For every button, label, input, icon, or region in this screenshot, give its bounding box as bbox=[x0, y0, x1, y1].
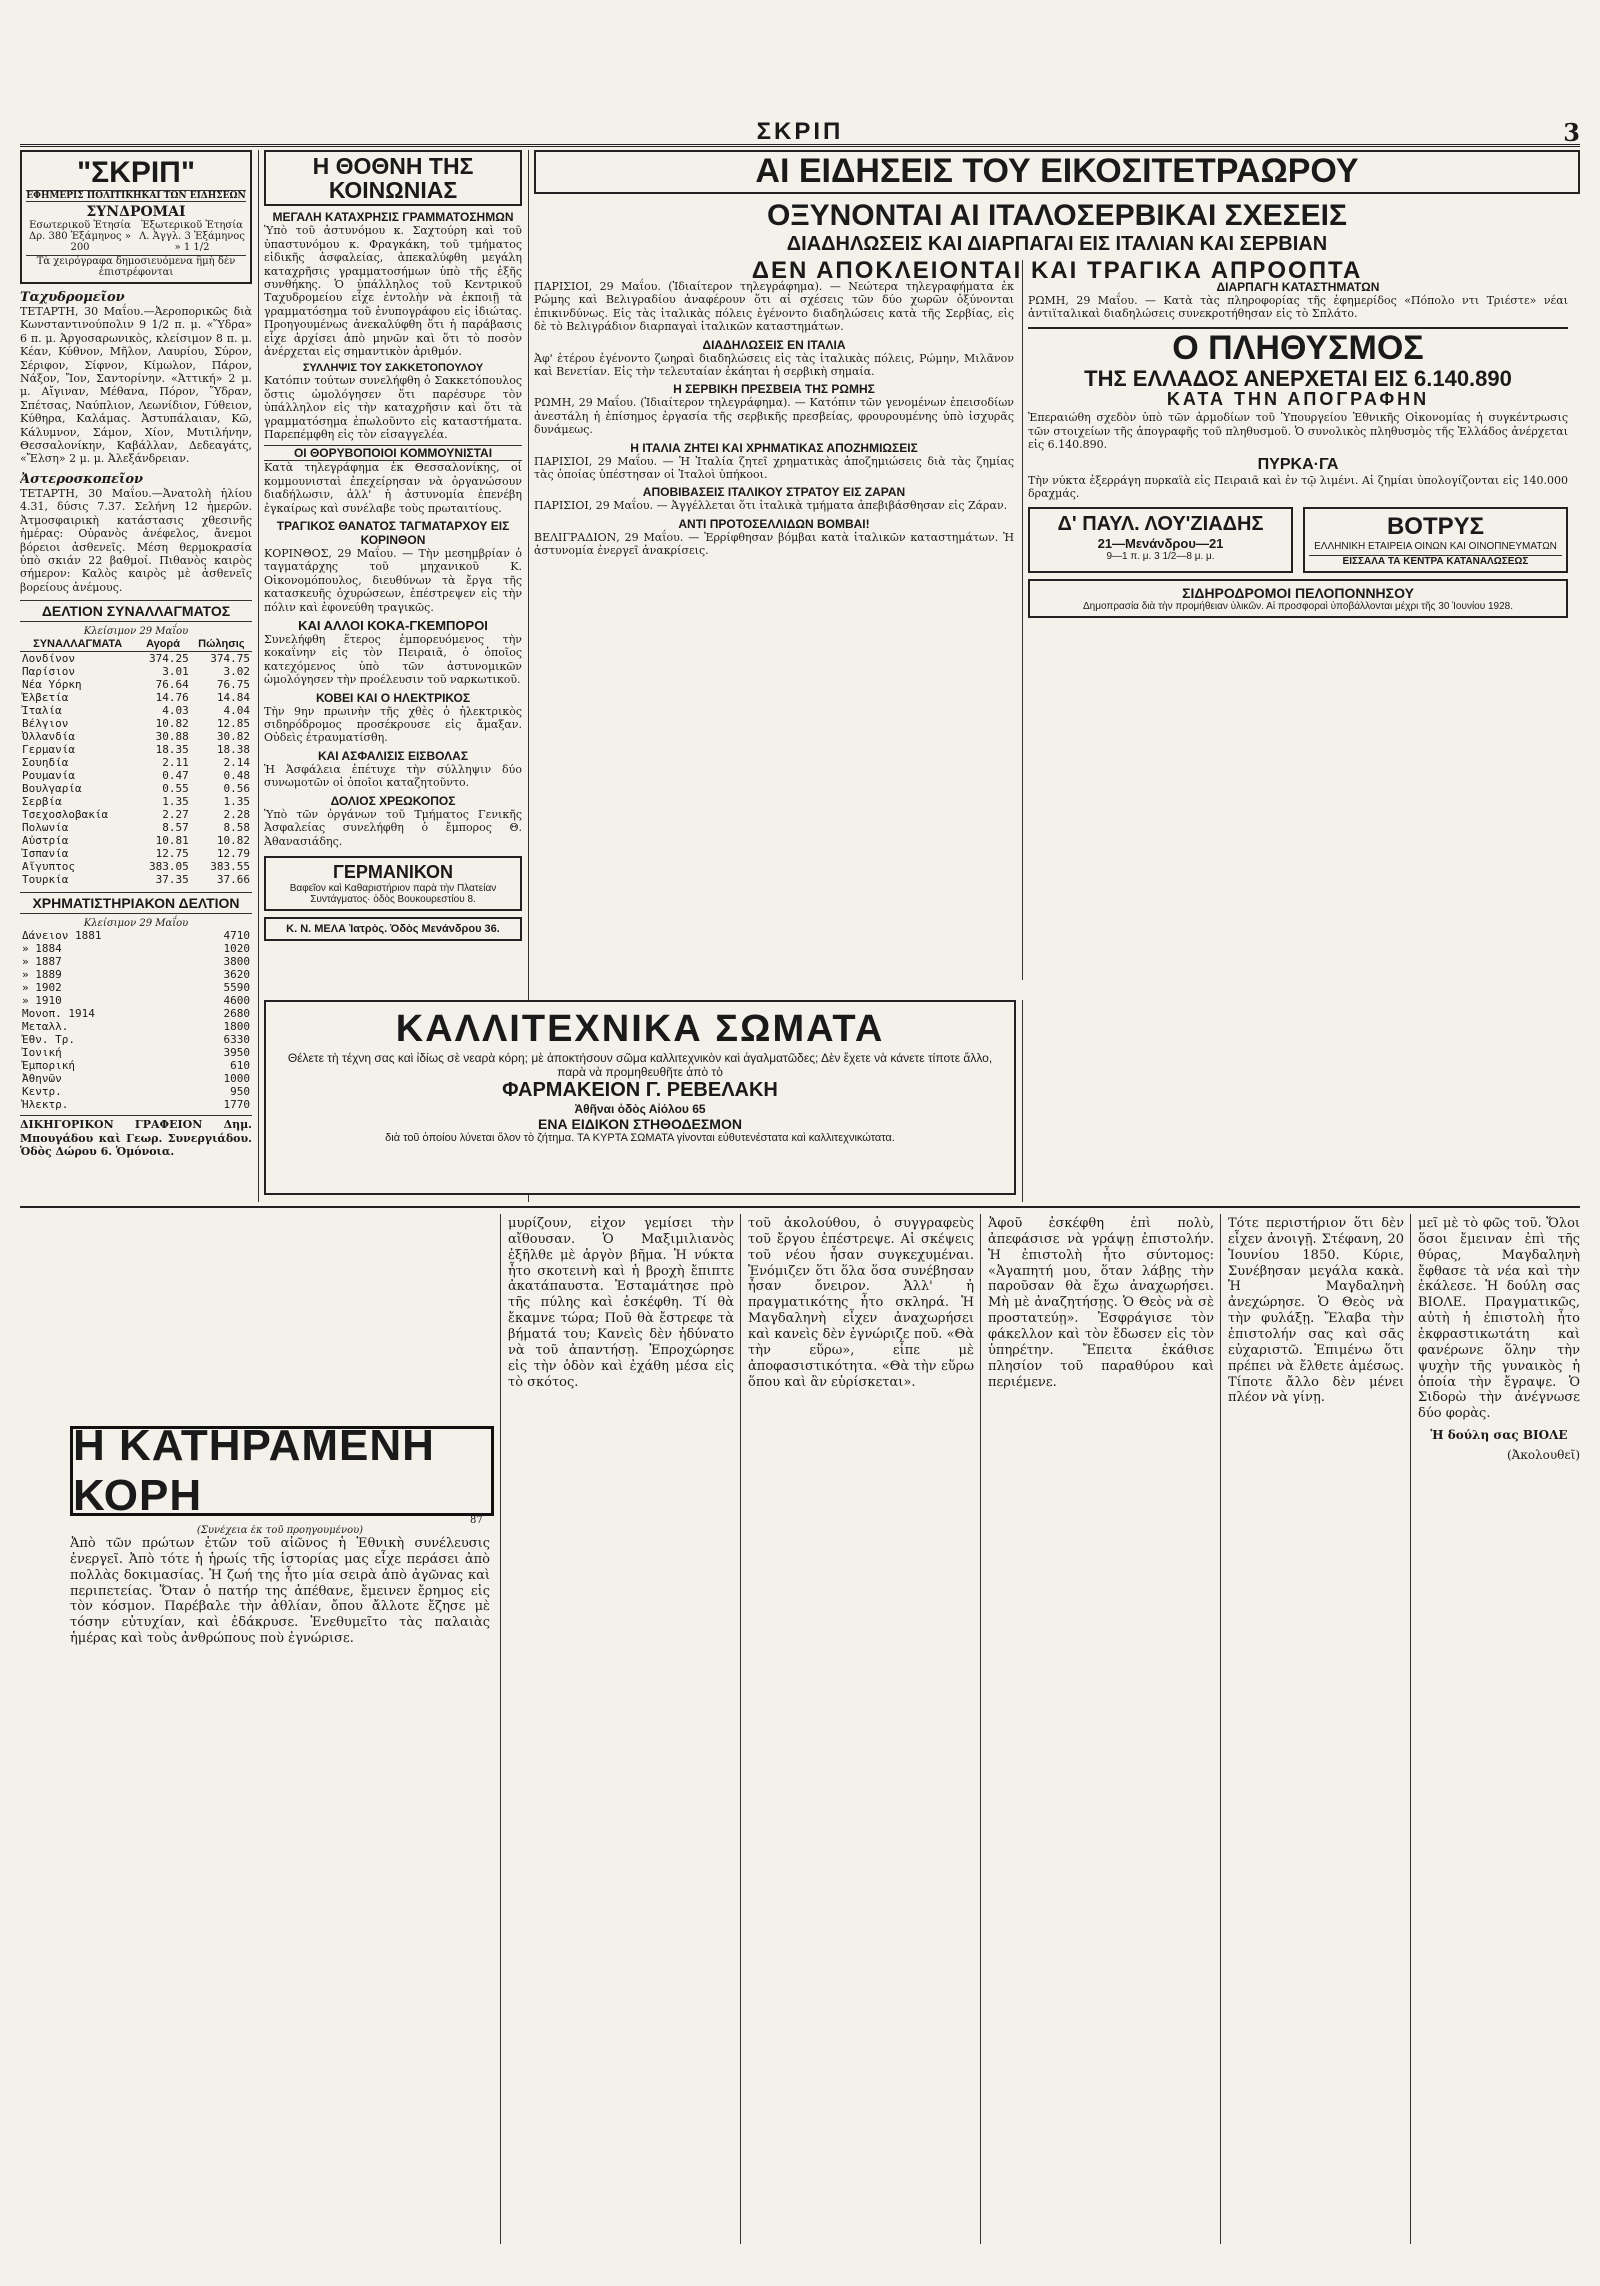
story1-sub2: ΟΙ ΘΟΡΥΒΟΠΟΙΟΙ ΚΟΜΜΟΥΝΙΣΤΑΙ bbox=[264, 445, 522, 461]
stock-row bbox=[20, 942, 252, 955]
story1-sub2-text: Κατὰ τηλεγράφημα ἐκ Θεσσαλονίκης, οἱ κομμουνισταὶ ἐπεχείρησαν νὰ ὀργανώσουν διαδήλωσιν, ἀλλ' ἡ ἀστυνομία ἐπενέβη ἐγκαίρως καὶ συνέλαβε τοὺς πρωταιτίους. bbox=[264, 461, 522, 515]
ad-kallitexnika-footer: διὰ τοῦ ὁποίου λύνεται ὅλον τὸ ζήτημα. ΤΑ ΚΥΡΤΑ ΣΩΜΑΤΑ γίνονται εὐθυτενέστατα καὶ καλλιτεχνικώτατα. bbox=[385, 1132, 895, 1144]
fire-title: ΠΥΡΚΑ·ΓΑ bbox=[1257, 455, 1339, 473]
fx-row bbox=[20, 717, 252, 730]
population-text: Ἐπεραιώθη σχεδὸν ὑπὸ τῶν ἁρμοδίων τοῦ Ὑπουργείου Ἐθνικῆς Οἰκονομίας ἡ συγκέντρωσις τῶν στοιχείων τῆς ἀπογραφῆς τοῦ πληθυσμοῦ. Ὁ συνολικὸς πληθυσμὸς τῆς Ἑλλάδος ἀνέρχεται εἰς 6.140.890. bbox=[1028, 411, 1568, 452]
fx-row bbox=[20, 782, 252, 795]
news-lead: ΠΑΡΙΣΙΟΙ, 29 Μαΐου. (Ἰδιαίτερον τηλεγράφημα). — Νεώτερα τηλεγραφήματα ἐκ Ρώμης καὶ Βελιγραδίου ἀναφέρουν ὅτι αἱ σχέσεις τῶν δύο χωρῶν ὀξύνονται ἐπικινδύνως. Εἰς τὰς ἰταλικὰς πόλεις ἐγένοντο διαδηλώσεις κατὰ τῆς Σερβίας, εἰς δὲ τὸ Βελιγράδιον διαρπαγαὶ ἰταλικῶν καταστημάτων. bbox=[534, 280, 1014, 334]
stock-row bbox=[20, 1020, 252, 1033]
logo-subtitle: ΕΦΗΜΕΡΙΣ ΠΟΛΙΤΙΚΗΚΑΙ ΤΩΝ ΕΙΔΗΣΕΩΝ bbox=[26, 191, 246, 201]
fx-currency: Σερβία bbox=[22, 795, 62, 809]
fx-row bbox=[20, 730, 252, 743]
ad-botrys-title: ΒΟΤΡΥΣ bbox=[1386, 512, 1485, 540]
fx-row bbox=[20, 652, 252, 666]
serial-text-4: Ἀφοῦ ἐσκέφθη ἐπὶ πολὺ, ἀπεφάσισε νὰ γράψῃ ἐπιστολήν. Ἡ ἐπιστολὴ ἦτο σύντομος: «Ἀγαπητή μου, ὅταν λάβῃς τὴν παροῦσαν θὰ ἔχω ἀναχωρήσει. Μὴ μὲ ἀναζητήσῃς. Ὁ Θεὸς νὰ σὲ προστατεύῃ». Ἐσφράγισε τὸν φάκελλον καὶ τὸν ἔδωσεν εἰς τὸν ὑπηρέτην. Ἔπειτα ἐκάθισε πλησίον τοῦ παραθύρου καὶ περιέμενε. bbox=[988, 1216, 1214, 1390]
stock-name: » 1889 bbox=[22, 968, 62, 982]
stock-body bbox=[20, 929, 252, 1111]
stock-name: » 1887 bbox=[22, 955, 62, 969]
fx-currency: Ὀλλανδία bbox=[22, 730, 75, 744]
fx-body bbox=[20, 652, 252, 887]
fx-sell: 383.55 bbox=[210, 860, 250, 874]
news-sub-f-text: ΡΩΜΗ, 29 Μαΐου. — Κατὰ τὰς πληροφορίας τῆς ἐφημερίδος «Πόπολο ντι Τριέστε» νέαι ἀντιϊταλικαὶ διαδηλώσεις συνεκροτήθησαν εἰς τὸ Σπλάτο. bbox=[1028, 294, 1568, 321]
stock-price: 5590 bbox=[223, 981, 250, 995]
fx-row bbox=[20, 704, 252, 717]
ad-kallitexnika bbox=[264, 1000, 1016, 1195]
news-sub-d: ΑΠΟΒΙΒΑΣΕΙΣ ΙΤΑΛΙΚΟΥ ΣΤΡΑΤΟΥ ΕΙΣ ΖΑΡΑΝ bbox=[642, 485, 906, 500]
fx-buy: 0.55 bbox=[162, 782, 189, 796]
fx-sell: 76.75 bbox=[216, 678, 250, 692]
serial-text-1: Ἀπὸ τῶν πρώτων ἐτῶν τοῦ αἰῶνος ἡ Ἐθνικὴ συνέλευσις ἐνεργεῖ. Ἀπὸ τότε ἡ ἡρωίς τῆς ἱστορίας μας εἶχε περάσει ἀπὸ πολλὰς δοκιμασίας. Ἡ ζωή της ἦτο μία σειρὰ ἀπὸ ἀγῶνας καὶ περιπετείας. Ὅταν ὁ πατήρ της ἀπέθανε, ἔμεινεν ἔρημος εἰς τὸν κόσμον. Παρέβαλε τὴν ἀθλίαν, ὄπου ἄλλοτε ἔζησε μὲ τόσην εὐτυχίαν, καὶ ἐδάκρυσε. Ἐνεθυμεῖτο τὰς παλαιὰς ἡμέρας καὶ τοὺς ἀνθρώπους ποὺ ἐγνώρισε. bbox=[70, 1536, 490, 1647]
column-rule bbox=[258, 150, 259, 1202]
serial-col-2 bbox=[508, 1216, 734, 2246]
fire-text: Τὴν νύκτα ἐξερράγη πυρκαϊὰ εἰς Πειραιᾶ καὶ ἐν τῷ λιμένι. Αἱ ζημίαι ὑπολογίζονται εἰς 140.000 δραχμάς. bbox=[1028, 473, 1568, 501]
stock-row bbox=[20, 1046, 252, 1059]
ad-kallitexnika-address: Ἀθῆναι ὁδὸς Αἰόλου 65 bbox=[574, 1102, 706, 1116]
serial-text-6: μεῖ μὲ τὸ φῶς τοῦ. Ὅλοι ὅσοι ἔμειναν ἐπὶ τῆς θύρας, Μαγδαληνὴ ἔφθασε τὰ νέα καὶ τὴν ἐκάλεσε. Ἡ δούλη σας ΒΙΟΛΕ. Πραγματικῶς, αὐτὴ ἡ ἐπιστολὴ ἦτο ἐκφραστικωτάτη καὶ φανέρωνε ὅλην τὴν ψυχὴν τῆς γυναικὸς ἡ ὁποία τὴν ἔγραψε. Ὁ Σιδορὼ τὴν ἀνέγνωσε δύο φορὰς. bbox=[1418, 1216, 1580, 1422]
stock-name: Ἀθηνῶν bbox=[22, 1072, 62, 1086]
column-rule bbox=[1220, 1214, 1221, 2244]
fx-buy: 37.35 bbox=[155, 873, 189, 887]
fx-row bbox=[20, 860, 252, 873]
fx-sell: 37.66 bbox=[216, 873, 250, 887]
stock-name: Ἐμπορική bbox=[22, 1059, 75, 1073]
fx-sell: 18.38 bbox=[216, 743, 250, 757]
fx-buy: 2.11 bbox=[162, 756, 189, 770]
story1-sub1-text: Κατόπιν τούτων συνελήφθη ὁ Σακκετόπουλος ὅστις ὡμολόγησεν ὅτι παρέσυρε τὸν ὑπάλληλον εἰς τὴν καταχρῆσιν καὶ ὅτι τὰ γραμματόσημα ἐπωλοῦντο εἰς καταστήματα. Παρεπέμφθη εἰς τὸν εἰσαγγελέα. bbox=[264, 374, 522, 441]
stock-title: ΧΡΗΜΑΤΙΣΤΗΡΙΑΚΟΝ ΔΕΛΤΙΟΝ bbox=[20, 892, 252, 914]
serial-continued-note: (Συνέχεια ἐκ τοῦ προηγουμένου) bbox=[196, 1525, 364, 1536]
fx-currency: Ἰταλία bbox=[22, 704, 62, 718]
news-sub-a-text: Ἀφ' ἑτέρου ἐγένοντο ζωηραὶ διαδηλώσεις εἰς τὰς ἰταλικὰς πόλεις, Ρώμην, Μιλᾶνον καὶ Βενετίαν. Εἰς τὴν τελευταίαν ἐκάηται ἡ σερβικὴ σημαία. bbox=[534, 351, 1014, 379]
story2-text: ΚΟΡΙΝΘΟΣ, 29 Μαΐου. — Τὴν μεσημβρίαν ὁ ταγματάρχης τοῦ μηχανικοῦ Κ. Οἰκονομόπουλος, διευθύνων τὰ ἔργα τῆς κατασκευῆς ὀχυρώσεων, ἐπέστρεψεν εἰς τὴν πόλιν καὶ ἐφονεύθη τραγικῶς. bbox=[264, 547, 522, 614]
fx-buy: 12.75 bbox=[155, 847, 189, 861]
stock-price: 3950 bbox=[223, 1046, 250, 1060]
ad-railways-title: ΣΙΔΗΡΟΔΡΟΜΟΙ ΠΕΛΟΠΟΝΝΗΣΟΥ bbox=[1182, 584, 1414, 601]
stock-row bbox=[20, 929, 252, 942]
fx-buy: 30.88 bbox=[155, 730, 189, 744]
stock-price: 610 bbox=[230, 1059, 250, 1073]
story6-headline: ΔΟΛΙΟΣ ΧΡΕΩΚΟΠΟΣ bbox=[330, 793, 456, 808]
fx-row bbox=[20, 691, 252, 704]
story4-headline: ΚΟΒΕΙ ΚΑΙ Ο ΗΛΕΚΤΡΙΚΟΣ bbox=[315, 690, 471, 705]
fx-currency: Βουλγαρία bbox=[22, 782, 82, 796]
serial-text-3: τοῦ ἀκολούθου, ὁ συγγραφεὺς τοῦ ἔργου ἐπέστρεψε. Αἱ σκέψεις τοῦ νέου ἦσαν συγκεχυμέναι. Ἐνόμιζεν ὅτι ὅλα ὅσα συνέβησαν ἦσαν ὄνειρον. Ἀλλ' ἡ πραγματικότης ἦτο σκληρά. Ἡ Μαγδαληνὴ εἶχεν ἀναχωρήσει καὶ κανεὶς δὲν ἐγνώριζε ποῦ. «Θὰ τὴν εὕρω», εἶπε μὲ ἀποφασιστικότητα. «Θὰ τὴν εὕρω ὅπου καὶ ἂν εὑρίσκεται». bbox=[748, 1216, 974, 1390]
column-rule bbox=[980, 1214, 981, 2244]
fx-buy: 374.25 bbox=[148, 652, 189, 666]
stock-name: » 1902 bbox=[22, 981, 62, 995]
serial-title-box bbox=[70, 1421, 494, 1520]
fx-sell: 12.79 bbox=[216, 847, 250, 861]
serial-to-be-continued: (Ἀκολουθεῖ) bbox=[1506, 1448, 1580, 1463]
fx-buy: 10.81 bbox=[155, 834, 189, 848]
fx-sell: 0.48 bbox=[223, 769, 250, 783]
fx-sell: 30.82 bbox=[216, 730, 250, 744]
stock-price: 1770 bbox=[223, 1098, 250, 1112]
serial-col-5 bbox=[1228, 1216, 1404, 2246]
story1-headline: ΜΕΓΑΛΗ ΚΑΤΑΧΡΗΣΙΣ ΓΡΑΜΜΑΤΟΣΗΜΩΝ bbox=[272, 210, 514, 225]
ad-mela: Κ. Ν. ΜΕΛΑ Ἰατρὸς. Ὁδὸς Μενάνδρου 36. bbox=[264, 917, 522, 941]
fx-title: ΔΕΛΤΙΟΝ ΣΥΝΑΛΛΑΓΜΑΤΟΣ bbox=[20, 600, 252, 622]
stock-price: 2680 bbox=[223, 1007, 250, 1021]
news-sub-e-text: ΒΕΛΙΓΡΑΔΙΟΝ, 29 Μαΐου. — Ἐρρίφθησαν βόμβαι κατὰ ἰταλικῶν καταστημάτων. Ἡ ἀστυνομία ἐνεργεῖ ἀνακρίσεις. bbox=[534, 530, 1014, 558]
stock-price: 1000 bbox=[223, 1072, 250, 1086]
fx-table bbox=[20, 637, 252, 886]
stock-price: 3620 bbox=[223, 968, 250, 982]
fx-currency: Βέλγιον bbox=[22, 717, 69, 731]
fx-row bbox=[20, 834, 252, 847]
stock-row bbox=[20, 968, 252, 981]
fx-sell: 10.82 bbox=[216, 834, 250, 848]
fx-date: Κλείσιμον 29 Μαΐου bbox=[83, 626, 189, 638]
stock-price: 3800 bbox=[223, 955, 250, 969]
ad-germanikon bbox=[264, 856, 522, 911]
ad-botrys-text: ΕΛΛΗΝΙΚΗ ΕΤΑΙΡΕΙΑ ΟΙΝΩΝ ΚΑΙ ΟΙΝΟΠΝΕΥΜΑΤΩΝ bbox=[1314, 540, 1557, 552]
stock-row bbox=[20, 955, 252, 968]
fx-sell: 2.28 bbox=[223, 808, 250, 822]
stock-price: 950 bbox=[230, 1085, 250, 1099]
story5-headline: ΚΑΙ ΑΣΦΑΛΙΣΙΣ ΕΙΣΒΟΛΑΣ bbox=[317, 748, 469, 763]
fx-buy: 2.27 bbox=[162, 808, 189, 822]
stock-row bbox=[20, 1072, 252, 1085]
fx-currency: Αὐστρία bbox=[22, 834, 69, 848]
fx-buy: 4.03 bbox=[162, 704, 189, 718]
stock-name: Μονοπ. 1914 bbox=[22, 1007, 95, 1021]
post-text: ΤΕΤΑΡΤΗ, 30 Μαΐου.—Ἀεροπορικῶς διὰ Κωνσταντινούπολιν 9 1/2 π. μ. «Ὕδρα» 6 π. μ. Ἀργοσαρωνικὸς, κλείσιμον 8 π. μ. Κέαν, Κύθνον, Μῆλον, Λαυρίου, Σύρον, Σέριφον, Σίφνον, Κίμωλον, Πάρον, Νάξον, Ἴον, Σαντορίνην. «Ἀττική» 2 μ. μ. Αἴγιναν, Μέθανα, Πόρον, Ὕδραν, Σπέτσας, Ναύπλιον, Λεωνίδιον, Γύθειον, Κύθηρα, Καλάμας. Ἀστυπάλαιαν, Κῶ, Κάλυμνον, Σάμον, Χίον, Μυτιλήνην, Θεσσαλονίκην, Καβάλλαν, Δεδεαγάτς, «Ἔλση» 2 μ. μ. Ἀλεξάνδρειαν. bbox=[20, 305, 252, 466]
news-head3: ΔΕΝ ΑΠΟΚΛΕΙΟΝΤΑΙ ΚΑΙ ΤΡΑΓΙΚΑ ΑΠΡΟΟΠΤΑ bbox=[751, 257, 1363, 285]
news-sub-a: ΔΙΑΔΗΛΩΣΕΙΣ ΕΝ ΙΤΑΛΙΑ bbox=[702, 337, 846, 352]
fx-sell: 1.35 bbox=[223, 795, 250, 809]
stock-row bbox=[20, 1007, 252, 1020]
ad-kallitexnika-text: Θέλετε τὴ τέχνη σας καὶ ἰδίως σὲ νεαρὰ κόρη; μὲ ἀποκτήσουν σῶμα καλλιτεχνικὸν καὶ ἀγαλματῶδες; Δὲν ἔχετε νὰ κάνετε τίποτε ἄλλο, παρὰ νὰ προμηθευθῆτε ἀπὸ τὸ bbox=[287, 1051, 993, 1079]
masthead bbox=[20, 118, 1580, 147]
fx-buy: 10.82 bbox=[155, 717, 189, 731]
fx-row bbox=[20, 678, 252, 691]
stock-row bbox=[20, 1085, 252, 1098]
column-left bbox=[20, 150, 252, 1202]
news-sub-b-text: ΡΩΜΗ, 29 Μαΐου. (Ἰδιαίτερον τηλεγράφημα). — Κατόπιν τῶν γενομένων ἐπεισοδίων ἀνεστάλη ἡ ἐπίσημος ἐργασία τῆς σερβικῆς πρεσβείας, φρουρουμένης ὑπὸ ἰσχυρᾶς δυνάμεως. bbox=[534, 396, 1014, 437]
fx-sell: 12.85 bbox=[216, 717, 250, 731]
fx-row bbox=[20, 743, 252, 756]
fx-buy: 14.76 bbox=[155, 691, 189, 705]
stock-price: 1020 bbox=[223, 942, 250, 956]
column-rule bbox=[500, 1214, 501, 2244]
news-sub-c-text: ΠΑΡΙΣΙΟΙ, 29 Μαΐου. — Ἡ Ἰταλία ζητεῖ χρηματικὰς ἀποζημιώσεις διὰ τὰς ζημίας τὰς ὁποίας ὑπέστησαν οἱ Ἰταλοὶ ὑπήκοοι. bbox=[534, 454, 1014, 482]
fx-currency: Αἴγυπτος bbox=[22, 860, 75, 874]
ad-railways-text: Δημοπρασία διὰ τὴν προμήθειαν ὑλικῶν. Αἱ προσφοραὶ ὑποβάλλονται μέχρι τῆς 30 Ἰουνίου 1928. bbox=[1083, 600, 1513, 612]
fx-buy: 383.05 bbox=[148, 860, 189, 874]
stock-name: Κεντρ. bbox=[22, 1085, 62, 1099]
fx-row bbox=[20, 873, 252, 886]
fx-sell: 8.58 bbox=[223, 821, 250, 835]
news-sub-e: ΑΝΤΙ ΠΡΟΤΟΣΕΛΛΙΔΩΝ ΒΟΜΒΑΙ! bbox=[678, 516, 870, 531]
fx-buy: 1.35 bbox=[162, 795, 189, 809]
ad-kallitexnika-shop: ΦΑΡΜΑΚΕΙΟΝ Γ. ΡΕΒΕΛΑΚΗ bbox=[502, 1079, 778, 1101]
fx-header: Αγορά bbox=[135, 637, 190, 652]
post-title: Ταχυδρομεῖον bbox=[20, 290, 125, 305]
population-head2: ΤΗΣ ΕΛΛΑΔΟΣ ΑΝΕΡΧΕΤΑΙ ΕΙΣ 6.140.890 bbox=[1084, 365, 1512, 391]
fx-currency: Λονδίνον bbox=[22, 652, 75, 666]
serial-text-5: Τότε περιστήριον ὅτι δὲν εἶχεν ἀνοιγῇ. Στέφανη, 20 Ἰουνίου 1850. Κύριε, Συνέβησαν μεγάλα κακὰ. Ἡ Μαγδαληνὴ ἀνεχώρησε. Ὁ Θεὸς νὰ τὴν φυλάξῃ. Ἔλαβα τὴν ἐπιστολήν σας καὶ σᾶς εὐχαριστῶ. Ἐπιμένω ὅτι πρέπει νὰ ἔλθετε ἀμέσως. Τίποτε ἄλλο δὲν μένει πλέον νὰ γίνῃ. bbox=[1228, 1216, 1404, 1406]
fx-currency: Τσεχοσλοβακία bbox=[22, 808, 109, 822]
fx-currency: Πολωνία bbox=[22, 821, 69, 835]
ad-louziadis-name: Δ' ΠΑΥΛ. ΛΟΥ'ΖΙΑΔΗΣ bbox=[1057, 512, 1264, 535]
stock-name: Μεταλλ. bbox=[22, 1020, 69, 1034]
stock-date: Κλείσιμον 29 Μαΐου bbox=[83, 918, 189, 930]
ad-railways bbox=[1028, 579, 1568, 618]
fx-buy: 8.57 bbox=[162, 821, 189, 835]
fx-row bbox=[20, 756, 252, 769]
story4-text: Τὴν 9ην πρωινὴν τῆς χθὲς ὁ ἠλεκτρικὸς σιδηρόδρομος προσέκρουσε εἰς ἄμαξαν. Οὐδεὶς ἐτραυματίσθη. bbox=[264, 704, 522, 745]
column-rule bbox=[740, 1214, 741, 2244]
fx-currency: Τουρκία bbox=[22, 873, 69, 887]
story1-text: Ὑπὸ τοῦ ἀστυνόμου κ. Σαχτούρη καὶ τοῦ ὑπαστυνόμου κ. Φραγκάκη, τοῦ τμήματος εἰδικῆς ἀσφαλείας, ἀπεκαλύφθη μεγάλη καταχρῆσις γραμματοσήμων ὑπὸ τῆς ἑξῆς συνθήκης. Ὁ ὑπάλληλος τοῦ Κεντρικοῦ Ταχυδρομείου εἶχε ἐντολὴν νὰ ἐκποιῇ τὰ γραμματόσημα τοῦ ἐνυπογράφου εἰς ἰδιώτας. Προηγουμένως ἀνεκαλύφθη ὅτι ἡ παράβασις εἶχε ἀρχίσει ἀπὸ μηνῶν καὶ ὅτι τὸ ποσὸν ἀνέρχεται εἰς σημαντικὸν ἀριθμόν. bbox=[264, 224, 522, 358]
population-title: Ο ΠΛΗΘΥΣΜΟΣ bbox=[1028, 327, 1568, 367]
stock-row bbox=[20, 981, 252, 994]
fx-currency: Νέα Υόρκη bbox=[22, 678, 82, 692]
story5-text: Ἡ Ἀσφάλεια ἐπέτυχε τὴν σύλληψιν δύο συνωμοτῶν οἱ ὁποῖοι καταζητοῦντο. bbox=[264, 762, 522, 790]
news-head2: ΔΙΑΔΗΛΩΣΕΙΣ ΚΑΙ ΔΙΑΡΠΑΓΑΙ ΕΙΣ ΙΤΑΛΙΑΝ ΚΑΙ ΣΕΡΒΙΑΝ bbox=[786, 233, 1328, 256]
story3-headline: ΚΑΙ ΑΛΛΟΙ ΚΟΚΑ-ΓΚΕΜΠΟΡΟΙ bbox=[298, 618, 488, 634]
serial-col-4 bbox=[988, 1216, 1214, 2246]
fx-currency: Γερμανία bbox=[22, 743, 75, 757]
story6-text: Ὑπὸ τῶν ὀργάνων τοῦ Τμήματος Γενικῆς Ἀσφαλείας συνελήφθη ὁ ἔμπορος Θ. Ἀθανασιάδης. bbox=[264, 807, 522, 848]
serial-number: 87 bbox=[470, 1515, 483, 1526]
subscriptions-domestic: Εσωτερικοῦ Ἐτησία Δρ. 380 Ἑξάμηνος » 200 bbox=[29, 220, 131, 253]
logo-title: "ΣΚΡΙΠ" bbox=[76, 156, 196, 189]
page-number: 3 bbox=[1563, 118, 1580, 147]
stock-name: » 1884 bbox=[22, 942, 62, 956]
stock-table bbox=[20, 929, 252, 1111]
stock-name: Ἐθν. Τρ. bbox=[22, 1033, 75, 1047]
fx-row bbox=[20, 847, 252, 860]
serial-text-2: μυρίζουν, εἶχον γεμίσει τὴν αἴθουσαν. Ὁ Μαξιμιλιανὸς ἐξῆλθε μὲ ἀργὸν βῆμα. Ἡ νύκτα ἦτο σκοτεινὴ καὶ ἡ βροχὴ ἔπιπτε ἀκατάπαυστα. Ἐσταμάτησε πρὸ τῆς πύλης καὶ ἐσκέφθη. Τί θὰ ἔκαμνε τώρα; Ποῦ θὰ ἔστρεφε τὰ βήματά του; Κανεὶς δὲν ἠδύνατο νὰ τοῦ ἀπαντήσῃ. Ἐπροχώρησε εἰς τὴν ὁδὸν καὶ ἐχάθη μέσα εἰς τὸ σκότος. bbox=[508, 1216, 734, 1390]
fx-sell: 374.75 bbox=[210, 652, 250, 666]
fx-buy: 18.35 bbox=[155, 743, 189, 757]
stock-name: Δάνειον 1881 bbox=[22, 929, 102, 943]
ad-botrys bbox=[1303, 507, 1568, 573]
fx-buy: 3.01 bbox=[162, 665, 189, 679]
fx-currency: Σουηδία bbox=[22, 756, 69, 770]
news-head1: ΟΞΥΝΟΝΤΑΙ ΑΙ ΙΤΑΛΟΣΕΡΒΙΚΑΙ ΣΧΕΣΕΙΣ bbox=[766, 198, 1347, 232]
news-sub-f: ΔΙΑΡΠΑΓΗ ΚΑΤΑΣΤΗΜΑΤΩΝ bbox=[1216, 280, 1380, 294]
fx-sell: 4.04 bbox=[223, 704, 250, 718]
serial-signature: Ἡ δούλη σας ΒΙΟΛΕ bbox=[1430, 1428, 1568, 1443]
logo-box bbox=[20, 150, 252, 284]
fx-currency: Ἑλβετία bbox=[22, 691, 69, 705]
news-sub-b: Η ΣΕΡΒΙΚΗ ΠΡΕΣΒΕΙΑ ΤΗΣ ΡΩΜΗΣ bbox=[673, 382, 875, 397]
fx-row bbox=[20, 665, 252, 678]
fx-header: Πώλησις bbox=[191, 637, 252, 652]
fx-sell: 14.84 bbox=[216, 691, 250, 705]
stock-price: 6330 bbox=[223, 1033, 250, 1047]
column-rule bbox=[1410, 1214, 1411, 2244]
story1-sub1: ΣΥΛΛΗΨΙΣ ΤΟΥ ΣΑΚΚΕΤΟΠΟΥΛΟΥ bbox=[302, 362, 484, 375]
ad-kallitexnika-product: ΕΝΑ ΕΙΔΙΚΟΝ ΣΤΗΘΟΔΕΣΜΟΝ bbox=[538, 1116, 742, 1132]
fx-currency: Παρίσιον bbox=[22, 665, 75, 679]
fx-row bbox=[20, 769, 252, 782]
ad-louziadis-hours: 9—1 π. μ. 3 1/2—8 μ. μ. bbox=[1106, 550, 1215, 562]
manuscripts-notice: Τὰ χειρόγραφα δημοσιευόμενα ἢμὴ δὲν ἐπιστρέφονται bbox=[26, 255, 246, 278]
fx-row bbox=[20, 795, 252, 808]
law-office-notice: ΔΙΚΗΓΟΡΙΚΟΝ ΓΡΑΦΕΙΟΝ Δημ. Μπουγάδου καὶ Γεωρ. Συνεργιάδου. Ὁδὸς Δώρου 6. Ὁμόνοια. bbox=[20, 1115, 252, 1158]
news-sub-c: Η ΙΤΑΛΙΑ ΖΗΤΕΙ ΚΑΙ ΧΡΗΜΑΤΙΚΑΣ ΑΠΟΖΗΜΙΩΣΕΙΣ bbox=[630, 440, 918, 455]
story2-headline: ΤΡΑΓΙΚΟΣ ΘΑΝΑΤΟΣ ΤΑΓΜΑΤΑΡΧΟΥ ΕΙΣ ΚΟΡΙΝΘΟΝ bbox=[276, 519, 510, 547]
fx-sell: 2.14 bbox=[223, 756, 250, 770]
stock-name: » 1910 bbox=[22, 994, 62, 1008]
stock-name: Ἰονική bbox=[22, 1046, 62, 1060]
fx-header: ΣΥΝΑΛΛΑΓΜΑΤΑ bbox=[20, 637, 135, 652]
fx-sell: 0.56 bbox=[223, 782, 250, 796]
observatory-text: ΤΕΤΑΡΤΗ, 30 Μαΐου.—Ἀνατολὴ ἡλίου 4.31, δύσις 7.37. Σελήνη 12 ἡμερῶν. Ἀτμοσφαιρικὴ κατάστασις χθεσινῆς ἡμέρας: Οὐρανὸς ἀνέφελος, ἄνεμοι βόρειοι ἀσθενεῖς. Μέση θερμοκρασία ὑπὸ σκιάν 22 βαθμοί. Πιθανὸς καιρὸς σήμερον: Καλὸς καιρὸς μὲ ἀσθενεῖς βορείους ἀνέμους. bbox=[20, 486, 252, 594]
fx-currency: Ἱσπανία bbox=[22, 847, 69, 861]
fx-buy: 76.64 bbox=[155, 678, 189, 692]
fx-row bbox=[20, 821, 252, 834]
ad-germanikon-title: ΓΕΡΜΑΝΙΚΟΝ bbox=[333, 861, 453, 882]
news-sub-d-text: ΠΑΡΙΣΙΟΙ, 29 Μαΐου. — Ἀγγέλλεται ὅτι ἰταλικὰ τμήματα ἀπεβιβάσθησαν εἰς Ζάραν. bbox=[534, 499, 1008, 513]
ad-germanikon-text: Βαφεῖον καὶ Καθαριστήριον παρὰ τὴν Πλατείαν Συντάγματος· ὁδὸς Βουκουρεστίου 8. bbox=[289, 882, 497, 905]
ad-louziadis bbox=[1028, 507, 1293, 573]
ad-botrys-footer: ΕΙΣΣΑΛΑ ΤΑ ΚΕΝΤΡΑ ΚΑΤΑΝΑΛΩΣΕΩΣ bbox=[1309, 555, 1562, 567]
serial-col-3 bbox=[748, 1216, 974, 2246]
serial-col-1 bbox=[70, 1525, 490, 2245]
society-banner: Η ΘΟΘΝΗ ΤΗΣ ΚΟΙΝΩΝΙΑΣ bbox=[264, 150, 522, 206]
stock-name: Ἡλεκτρ. bbox=[22, 1098, 69, 1112]
observatory-title: Ἀστεροσκοπεῖον bbox=[20, 471, 144, 487]
masthead-name: ΣΚΡΙΠ bbox=[756, 118, 844, 145]
stock-row bbox=[20, 1098, 252, 1111]
stock-row bbox=[20, 994, 252, 1007]
stock-price: 4710 bbox=[223, 929, 250, 943]
news-right bbox=[1028, 280, 1568, 618]
population-head3: ΚΑΤΑ ΤΗΝ ΑΠΟΓΡΑΦΗΝ bbox=[1166, 388, 1430, 409]
fx-buy: 0.47 bbox=[162, 769, 189, 783]
serial-title: Η ΚΑΤΗΡΑΜΕΝΗ ΚΟΡΗ bbox=[73, 1421, 435, 1520]
story3-text: Συνελήφθη ἕτερος ἐμπορευόμενος τὴν κοκαΐνην εἰς τὸν Πειραιᾶ, ὁ ὁποῖος κατεχόμενος ὑπὸ τῶν ἀστυνομικῶν ὡμολόγησεν τὴν προέλευσιν τοῦ ναρκωτικοῦ. bbox=[264, 633, 522, 687]
stock-row bbox=[20, 1059, 252, 1072]
subscriptions-foreign: Ἐξωτερικοῦ Ἐτησία Λ. Ἀγγλ. 3 Ἑξάμηνος » 1 1/2 bbox=[139, 220, 245, 253]
stock-row bbox=[20, 1033, 252, 1046]
fx-currency: Ρουμανία bbox=[22, 769, 75, 783]
fx-sell: 3.02 bbox=[223, 665, 250, 679]
news-banner: ΑΙ ΕΙΔΗΣΕΙΣ ΤΟΥ ΕΙΚΟΣΙΤΕΤΡΑΩΡΟΥ bbox=[534, 150, 1580, 194]
ad-kallitexnika-title: ΚΑΛΛΙΤΕΧΝΙΚΑ ΣΩΜΑΤΑ bbox=[395, 1008, 885, 1050]
stock-price: 1800 bbox=[223, 1020, 250, 1034]
section-rule bbox=[20, 1206, 1580, 1208]
ad-louziadis-address: 21—Μενάνδρου—21 bbox=[1097, 535, 1224, 551]
fx-row bbox=[20, 808, 252, 821]
news-left bbox=[534, 280, 1014, 558]
stock-price: 4600 bbox=[223, 994, 250, 1008]
serial-col-6 bbox=[1418, 1216, 1580, 2246]
subscriptions-title: ΣΥΝΔΡΟΜΑΙ bbox=[86, 204, 186, 220]
